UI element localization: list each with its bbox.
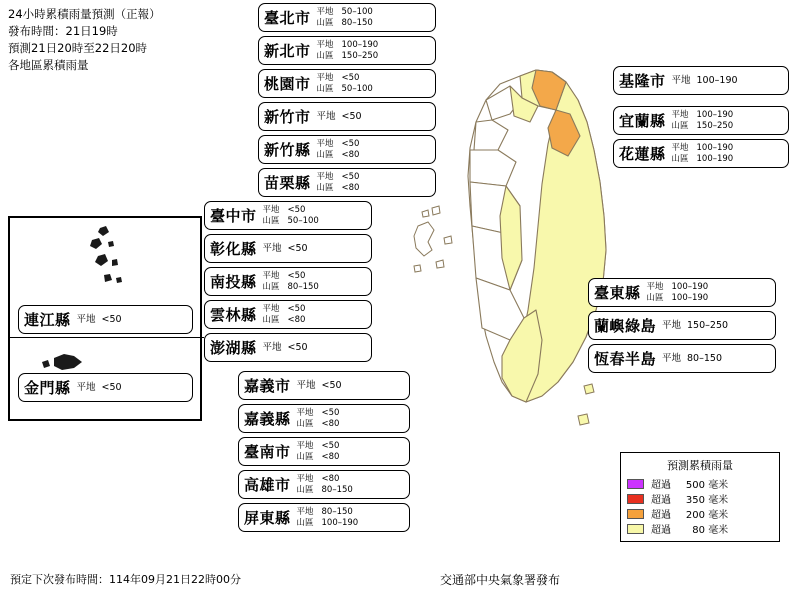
value-plain: <50: [287, 242, 308, 254]
value-plain: <50: [321, 407, 340, 418]
citybox-name: 恆春半島: [594, 350, 657, 368]
value-plain: 100–190: [671, 281, 709, 292]
label-plain: 平地: [262, 242, 282, 254]
citybox-name: 新北市: [264, 42, 311, 60]
citybox-name: 新竹市: [264, 108, 311, 126]
citybox-name: 蘭嶼綠島: [594, 317, 657, 335]
value-mountain: 80–150: [341, 17, 373, 28]
legend-amount: 500: [685, 480, 705, 491]
legend-unit: 毫米: [708, 525, 729, 536]
citybox-changhua[interactable]: [204, 234, 372, 263]
forecast-period: 預測21日20時至22日20時: [8, 41, 148, 55]
citybox-miaoli[interactable]: [258, 168, 436, 197]
citybox-hualien[interactable]: [613, 139, 789, 168]
label-plain: 平地: [296, 407, 314, 418]
green-island: [584, 384, 594, 394]
legend-label: [651, 476, 728, 491]
citybox-name: 基隆市: [619, 72, 666, 90]
label-mountain: 山區: [262, 281, 280, 292]
citybox-values: [672, 74, 738, 88]
citybox-name: 宜蘭縣: [619, 112, 666, 130]
citybox-name: 臺南市: [244, 443, 291, 461]
citybox-values: [317, 172, 360, 194]
citybox-values: [662, 352, 722, 366]
value-mountain: 80–150: [287, 281, 319, 292]
map-layer-offshore-east: [578, 384, 594, 425]
legend-swatch-80: [627, 524, 644, 534]
legend-prefix: 超過: [651, 525, 671, 536]
value-plain: 150–250: [687, 319, 729, 331]
label-plain: 平地: [316, 138, 334, 149]
citybox-name: 南投縣: [210, 273, 257, 291]
legend-label: [651, 521, 728, 536]
citybox-taichung[interactable]: [204, 201, 372, 230]
value-mountain: <80: [287, 314, 306, 325]
label-plain: 平地: [671, 74, 691, 86]
label-plain: 平地: [296, 379, 316, 391]
legend-item: [627, 491, 773, 506]
penghu-south-1: [436, 260, 444, 268]
value-plain: <50: [341, 110, 362, 122]
citybox-name: 屏東縣: [244, 509, 291, 527]
matsu-islet-7: [116, 277, 122, 283]
legend-unit: 毫米: [708, 480, 729, 491]
legend-title: 預測累積雨量: [667, 459, 733, 472]
value-plain: 50–100: [341, 6, 373, 17]
citybox-values: [317, 139, 360, 161]
legend-amount: 200: [685, 510, 705, 521]
value-plain: <50: [321, 440, 340, 451]
citybox-values: [317, 7, 373, 29]
label-plain: 平地: [671, 142, 689, 153]
label-mountain: 山區: [646, 292, 664, 303]
value-mountain: 50–100: [341, 83, 373, 94]
value-plain: <50: [341, 72, 360, 83]
legend-prefix: 超過: [651, 510, 671, 521]
value-mountain: 100–190: [321, 517, 359, 528]
citybox-name: 花蓮縣: [619, 145, 666, 163]
value-plain: <50: [341, 171, 360, 182]
value-mountain: <80: [341, 149, 360, 160]
citybox-values: [263, 271, 319, 293]
matsu-islet-6: [104, 274, 112, 282]
label-plain: 平地: [316, 6, 334, 17]
penghu-north-2: [422, 210, 429, 217]
citybox-values: [672, 110, 734, 132]
citybox-tainan[interactable]: [238, 437, 410, 466]
citybox-values: [263, 242, 308, 256]
panel-divider: [10, 337, 204, 338]
value-mountain: 100–190: [671, 292, 709, 303]
citybox-values: [77, 381, 122, 395]
value-mountain: 80–150: [321, 484, 353, 495]
page-title: 24小時累積雨量預測（正報）: [8, 7, 161, 21]
citybox-taoyuan[interactable]: [258, 69, 436, 98]
value-plain: <50: [287, 270, 306, 281]
citybox-name: 臺中市: [210, 207, 257, 225]
matsu-islet-4: [95, 254, 108, 266]
citybox-chiayi-city[interactable]: [238, 371, 410, 400]
citybox-hsinchu-city[interactable]: [258, 102, 436, 131]
citybox-name: 苗栗縣: [264, 174, 311, 192]
citybox-name: 連江縣: [24, 311, 71, 329]
citybox-yilan[interactable]: [613, 106, 789, 135]
citybox-name: 高雄市: [244, 476, 291, 494]
citybox-values: [297, 408, 340, 430]
label-plain: 平地: [262, 204, 280, 215]
agency-text: 交通部中央氣象署發布: [440, 573, 561, 587]
label-mountain: 山區: [316, 17, 334, 28]
issue-time: 發布時間：21日19時: [8, 24, 118, 38]
label-plain: 平地: [662, 319, 682, 331]
legend-swatch-500: [627, 479, 644, 489]
label-plain: 平地: [662, 352, 682, 364]
citybox-name: 嘉義縣: [244, 410, 291, 428]
header-block: [8, 6, 161, 74]
penghu-north-1: [432, 206, 440, 215]
rainfall-legend: [620, 452, 780, 542]
label-plain: 平地: [316, 171, 334, 182]
label-plain: 平地: [671, 109, 689, 120]
legend-label: [651, 506, 728, 521]
label-mountain: 山區: [296, 484, 314, 495]
legend-item: [627, 521, 773, 536]
legend-amount: 80: [692, 525, 705, 536]
label-plain: 平地: [76, 381, 96, 393]
citybox-keelung[interactable]: [613, 66, 789, 95]
legend-unit: 毫米: [708, 495, 729, 506]
orchid-island: [578, 414, 589, 425]
label-mountain: 山區: [296, 517, 314, 528]
citybox-values: [317, 40, 379, 62]
value-plain: 80–150: [321, 506, 353, 517]
citybox-name: 金門縣: [24, 379, 71, 397]
label-plain: 平地: [316, 39, 334, 50]
value-plain: 100–190: [696, 74, 738, 86]
label-plain: 平地: [296, 473, 314, 484]
citybox-chiayi-county[interactable]: [238, 404, 410, 433]
value-mountain: <80: [321, 418, 340, 429]
citybox-kaohsiung[interactable]: [238, 470, 410, 499]
legend-prefix: 超過: [651, 495, 671, 506]
citybox-values: [263, 341, 308, 355]
label-plain: 平地: [296, 506, 314, 517]
label-mountain: 山區: [316, 182, 334, 193]
value-mountain: <80: [321, 451, 340, 462]
value-mountain: <80: [341, 182, 360, 193]
label-mountain: 山區: [671, 153, 689, 164]
citybox-name: 新竹縣: [264, 141, 311, 159]
penghu-south-2: [414, 265, 421, 272]
legend-amount: 350: [685, 495, 705, 506]
label-plain: 平地: [262, 270, 280, 281]
citybox-newtaipei[interactable]: [258, 36, 436, 65]
value-plain: <50: [287, 303, 306, 314]
citybox-values: [297, 507, 359, 529]
label-mountain: 山區: [316, 83, 334, 94]
citybox-name: 澎湖縣: [210, 339, 257, 357]
value-mountain: 100–190: [696, 153, 734, 164]
label-plain: 平地: [316, 110, 336, 122]
citybox-pingtung[interactable]: [238, 503, 410, 532]
citybox-taitung[interactable]: [588, 278, 776, 307]
next-issue-text: 預定下次發布時間：114年09月21日22時00分: [10, 573, 241, 586]
citybox-values: [317, 110, 362, 124]
label-mountain: 山區: [296, 418, 314, 429]
value-mountain: 150–250: [341, 50, 379, 61]
label-mountain: 山區: [316, 50, 334, 61]
value-plain: <50: [321, 379, 342, 391]
citybox-lanyu-ludao[interactable]: [588, 311, 776, 340]
citybox-hsinchu-county[interactable]: [258, 135, 436, 164]
forecast-subject: 各地區累積雨量: [8, 58, 89, 72]
citybox-name: 臺東縣: [594, 284, 641, 302]
matsu-islet-2: [90, 238, 102, 249]
value-plain: 100–190: [341, 39, 379, 50]
label-mountain: 山區: [262, 215, 280, 226]
citybox-values: [317, 73, 373, 95]
citybox-values: [297, 379, 342, 393]
citybox-values: [263, 304, 306, 326]
legend-swatch-350: [627, 494, 644, 504]
kinmen-main: [54, 354, 82, 370]
citybox-values: [672, 143, 734, 165]
penghu-east: [444, 236, 452, 244]
penghu-main: [414, 222, 434, 256]
citybox-name: 雲林縣: [210, 306, 257, 324]
citybox-penghu[interactable]: [204, 333, 372, 362]
citybox-lienchiang[interactable]: [18, 305, 193, 334]
citybox-name: 彰化縣: [210, 240, 257, 258]
label-mountain: 山區: [296, 451, 314, 462]
value-plain: <80: [321, 473, 340, 484]
citybox-values: [297, 474, 353, 496]
citybox-values: [662, 319, 728, 333]
value-plain: <50: [287, 341, 308, 353]
legend-prefix: 超過: [651, 480, 671, 491]
citybox-hengchun[interactable]: [588, 344, 776, 373]
label-plain: 平地: [646, 281, 664, 292]
citybox-kinmen[interactable]: [18, 373, 193, 402]
kinmen-lieyu: [42, 360, 50, 368]
value-plain: 100–190: [696, 109, 734, 120]
citybox-values: [263, 205, 319, 227]
label-plain: 平地: [262, 303, 280, 314]
label-mountain: 山區: [262, 314, 280, 325]
label-mountain: 山區: [316, 149, 334, 160]
value-plain: 100–190: [696, 142, 734, 153]
matsu-islet-3: [108, 241, 114, 247]
label-plain: 平地: [316, 72, 334, 83]
value-plain: <50: [101, 313, 122, 325]
citybox-name: 嘉義市: [244, 377, 291, 395]
citybox-values: [297, 441, 340, 463]
matsu-islet-1: [98, 226, 109, 236]
value-plain: <50: [341, 138, 360, 149]
citybox-taipei[interactable]: [258, 3, 436, 32]
value-mountain: 150–250: [696, 120, 734, 131]
value-mountain: 50–100: [287, 215, 319, 226]
citybox-nantou[interactable]: [204, 267, 372, 296]
matsu-islet-5: [112, 259, 118, 266]
value-plain: <50: [287, 204, 306, 215]
legend-swatch-200: [627, 509, 644, 519]
value-plain: <50: [101, 381, 122, 393]
offshore-islands-panel: [8, 216, 202, 421]
citybox-name: 桃園市: [264, 75, 311, 93]
map-layer-penghu: [414, 206, 452, 272]
citybox-values: [647, 282, 709, 304]
legend-unit: 毫米: [708, 510, 729, 521]
citybox-name: 臺北市: [264, 9, 311, 27]
citybox-yunlin[interactable]: [204, 300, 372, 329]
label-mountain: 山區: [671, 120, 689, 131]
legend-item: [627, 506, 773, 521]
legend-label: [651, 491, 728, 506]
label-plain: 平地: [76, 313, 96, 325]
label-plain: 平地: [296, 440, 314, 451]
map-layer-taiwan-main: [468, 70, 606, 402]
legend-item: [627, 476, 773, 491]
citybox-values: [77, 313, 122, 327]
label-plain: 平地: [262, 341, 282, 353]
value-plain: 80–150: [687, 352, 722, 364]
